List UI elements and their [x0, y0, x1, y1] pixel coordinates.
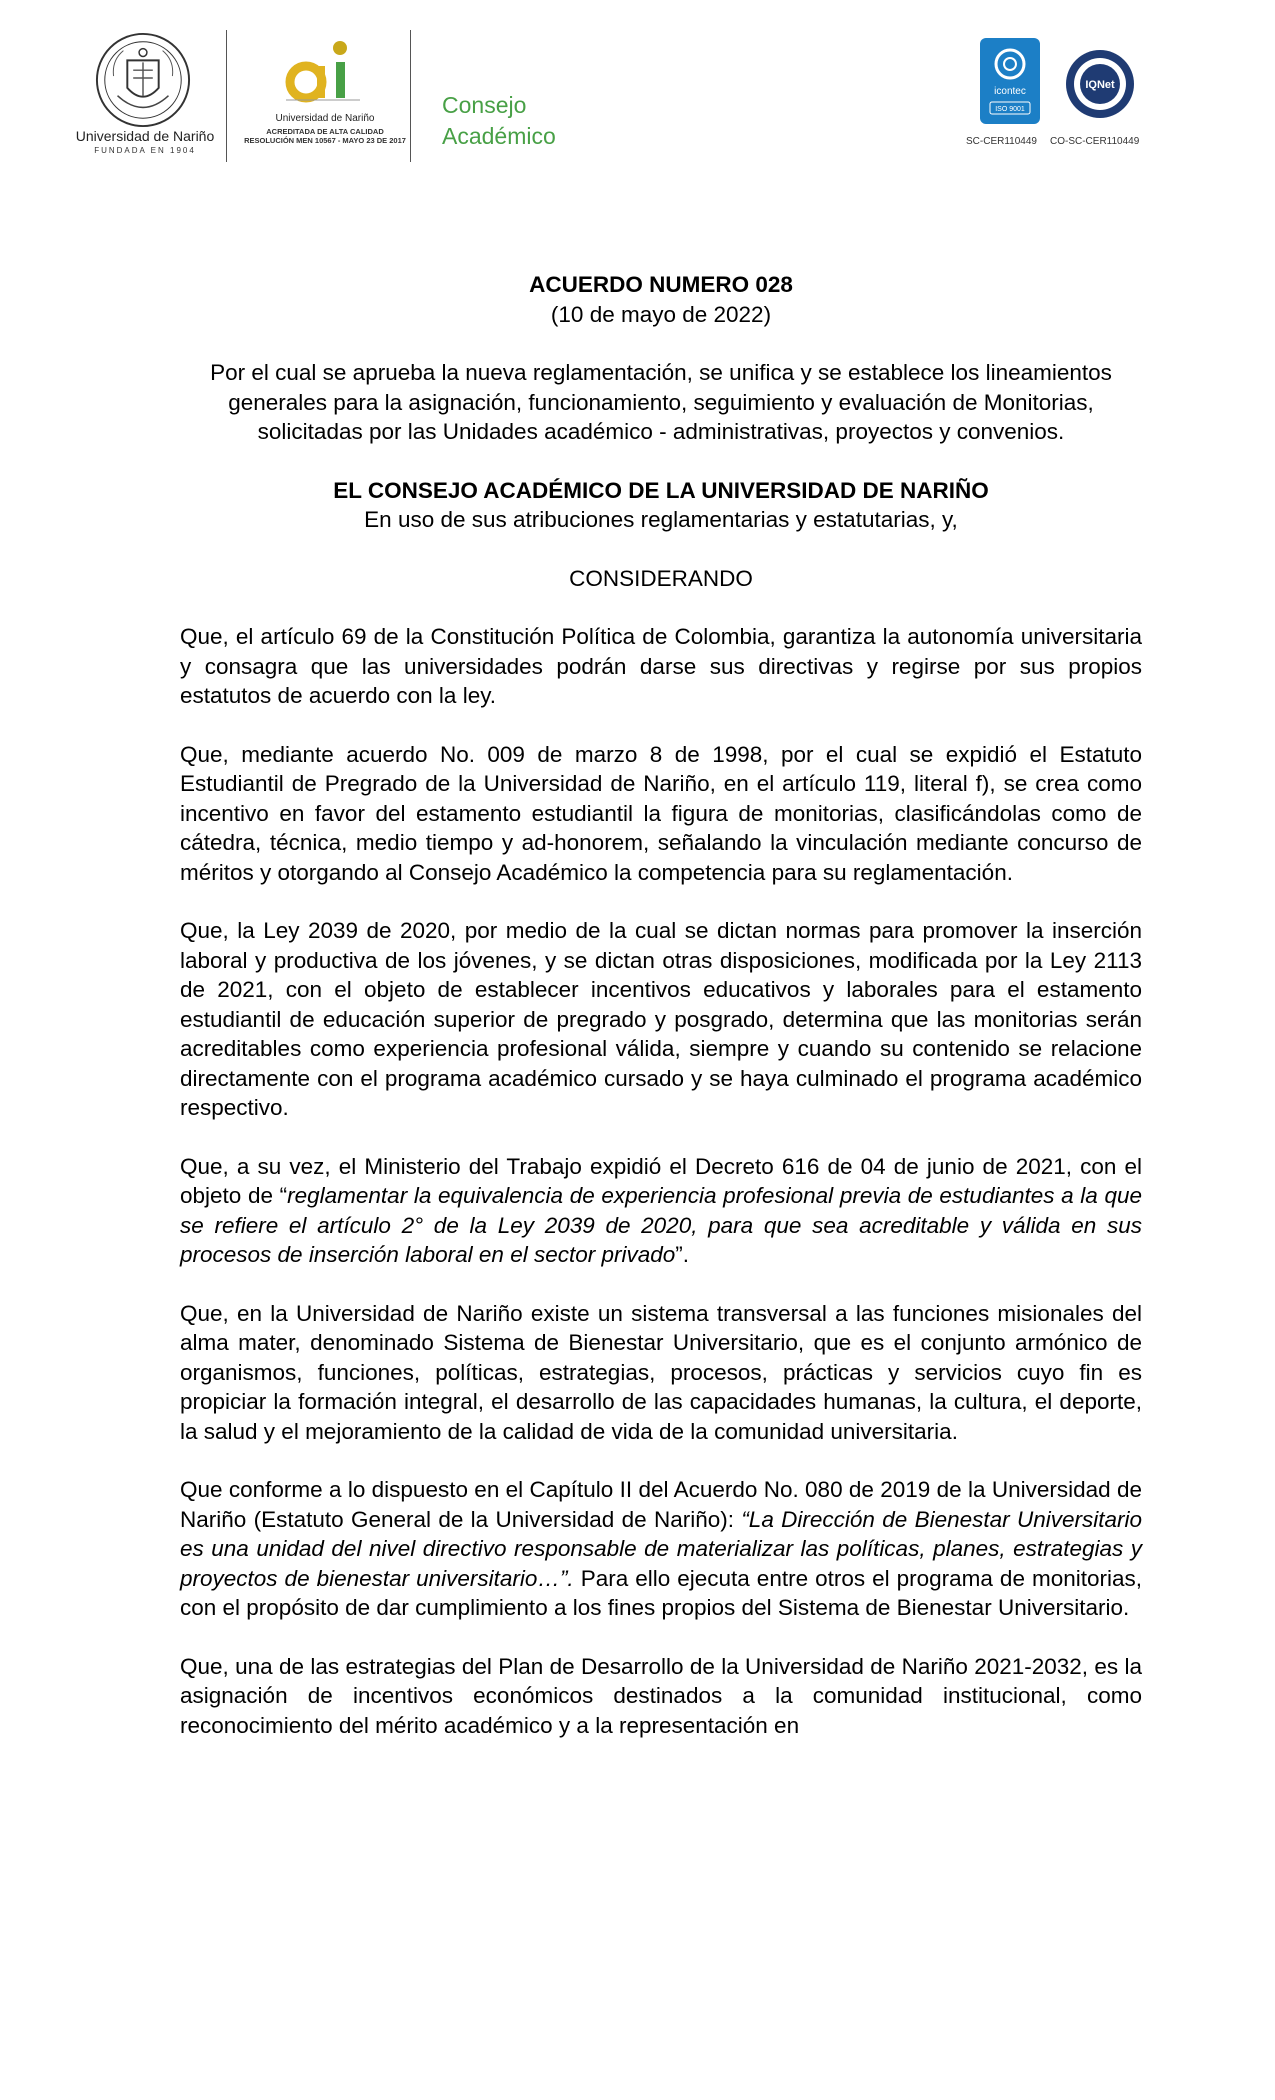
icontec-label: icontec: [994, 86, 1026, 97]
council-line: Consejo: [442, 92, 527, 118]
document-date: (10 de mayo de 2022): [550, 301, 772, 327]
considerando-paragraph: Que, el artículo 69 de la Constitución Política de Colombia, garantiza la autonomía universitaria y consagra que las universidades podrán darse sus directivas y regirse por sus propios estatutos de acuerdo con la ley.: [180, 624, 1142, 708]
cert-code: SC-CER110449: [966, 136, 1037, 147]
paragraph-text: Que, a su vez, el Ministerio del Trabajo expidió el Decreto 616 de 04 de junio de 2021, con el objeto de “: [180, 1153, 1142, 1208]
council-name: [442, 90, 556, 152]
ai-accreditation-logo-icon: [278, 38, 368, 110]
quoted-decree-text: reglamentar la equivalencia de experiencia profesional previa de estudiantes a la que se refiere el artículo 2° de la Ley 2039 de 2020, para que sea acreditable y válida en sus procesos de inserción laboral en el sector privado: [180, 1183, 1142, 1267]
spacer: [180, 535, 1142, 564]
accreditation-text: [240, 127, 410, 145]
accreditation-line: ACREDITADA DE ALTA CALIDAD: [266, 127, 384, 136]
powers-statement: En uso de sus atribuciones reglamentarias y estatutarias, y,: [364, 507, 958, 532]
accreditation-line: RESOLUCIÓN MEN 10567 - MAYO 23 DE 2017: [244, 136, 406, 145]
issuer-heading: EL CONSEJO ACADÉMICO DE LA UNIVERSIDAD DE NARIÑO: [333, 477, 989, 503]
icontec-certification-icon: [980, 38, 1040, 124]
header-divider: [226, 30, 227, 162]
header-divider: [410, 30, 411, 162]
university-founded: FUNDADA EN 1904: [94, 146, 196, 155]
iqnet-label: IQNet: [1085, 79, 1115, 91]
ai-logo-subtitle: Universidad de Nariño: [275, 113, 375, 124]
icontec-iso-label: ISO 9001: [995, 106, 1025, 113]
considerando-paragraph: Que, en la Universidad de Nariño existe un sistema transversal a las funciones misionales del alma mater, denominado Sistema de Bienestar Universitario, que es el conjunto armónico de organismos, funciones, políticas, estrategias, procesos, prácticas y servicios cuyo fin es propiciar la formación integral, el desarrollo de las capacidades humanas, la cultura, el deporte, la salud y el mejoramiento de la calidad de vida de la comunidad universitaria.: [180, 1300, 1142, 1444]
council-line: Académico: [442, 123, 556, 149]
quoted-statute-text: “La Dirección de Bienestar Universitario es una unidad del nivel directivo responsable de materializar las políticas, planes, estrategias y proyectos de bienestar universitario…”.: [180, 1506, 1142, 1591]
spacer: [180, 593, 1142, 622]
document-header: [0, 0, 1275, 170]
paragraph-text: Para ello ejecuta entre otros el programa de monitorias, con el propósito de dar cumplimiento a los fines propios del Sistema de Bienestar Universitario.: [180, 1565, 1142, 1620]
considerando-heading: CONSIDERANDO: [569, 565, 753, 591]
university-name: Universidad de Nariño: [75, 128, 215, 144]
spacer: [180, 447, 1142, 476]
document-title: ACUERDO NUMERO 028: [529, 272, 793, 297]
considerando-paragraph: Que, la Ley 2039 de 2020, por medio de la cual se dictan normas para promover la inserción laboral y productiva de los jóvenes, y se dictan otras disposiciones, modificada por la Ley 2113 de 2021, con el objeto de establecer incentivos educativos y laborales para el estamento estudiantil de educación superior de pregrado y posgrado, determina que las monitorias serán acreditables como experiencia profesional válida, siempre y cuando su contenido se relacione directamente con el programa académico cursado y se haya culminado el programa académico respectivo.: [180, 918, 1142, 1120]
iqnet-certification-icon: [1064, 48, 1136, 120]
cert-code: CO-SC-CER110449: [1050, 136, 1140, 147]
document-subject: Por el cual se aprueba la nueva reglamentación, se unifica y se establece los lineamientos generales para la asignación, funcionamiento, seguimiento y evaluación de Monitorias, solicitadas por las Unidades académico - administrativas, proyectos y convenios.: [210, 360, 1112, 444]
paragraph-text: ”.: [675, 1242, 690, 1267]
considerando-paragraph: Que, mediante acuerdo No. 009 de marzo 8 de 1998, por el cual se expidió el Estatuto Estudiantil de Pregrado de la Universidad de Nariño, en el artículo 119, literal f), se crea como incentivo en favor del estamento estudiantil la figura de monitorias, clasificándolas como de cátedra, técnica, medio tiempo y ad-honorem, señalando la vinculación mediante concurso de méritos y otorgando al Consejo Académico la competencia para su reglamentación.: [180, 741, 1142, 885]
considerando-paragraph: Que, una de las estrategias del Plan de Desarrollo de la Universidad de Nariño 2021-2032, es la asignación de incentivos económicos destinados a la comunidad institucional, como reconocimiento del mérito académico y a la representación en: [180, 1653, 1142, 1738]
university-crest-icon: [94, 30, 192, 130]
paragraph-text: Que conforme a lo dispuesto en el Capítulo II del Acuerdo No. 080 de 2019 de la Universidad de Nariño (Estatuto General de la Universidad de Nariño):: [180, 1477, 1142, 1532]
considerando-paragraph: [180, 1475, 1142, 1623]
document-body: [180, 270, 1142, 1769]
spacer: [180, 329, 1142, 358]
considerando-paragraph: [180, 1152, 1142, 1270]
